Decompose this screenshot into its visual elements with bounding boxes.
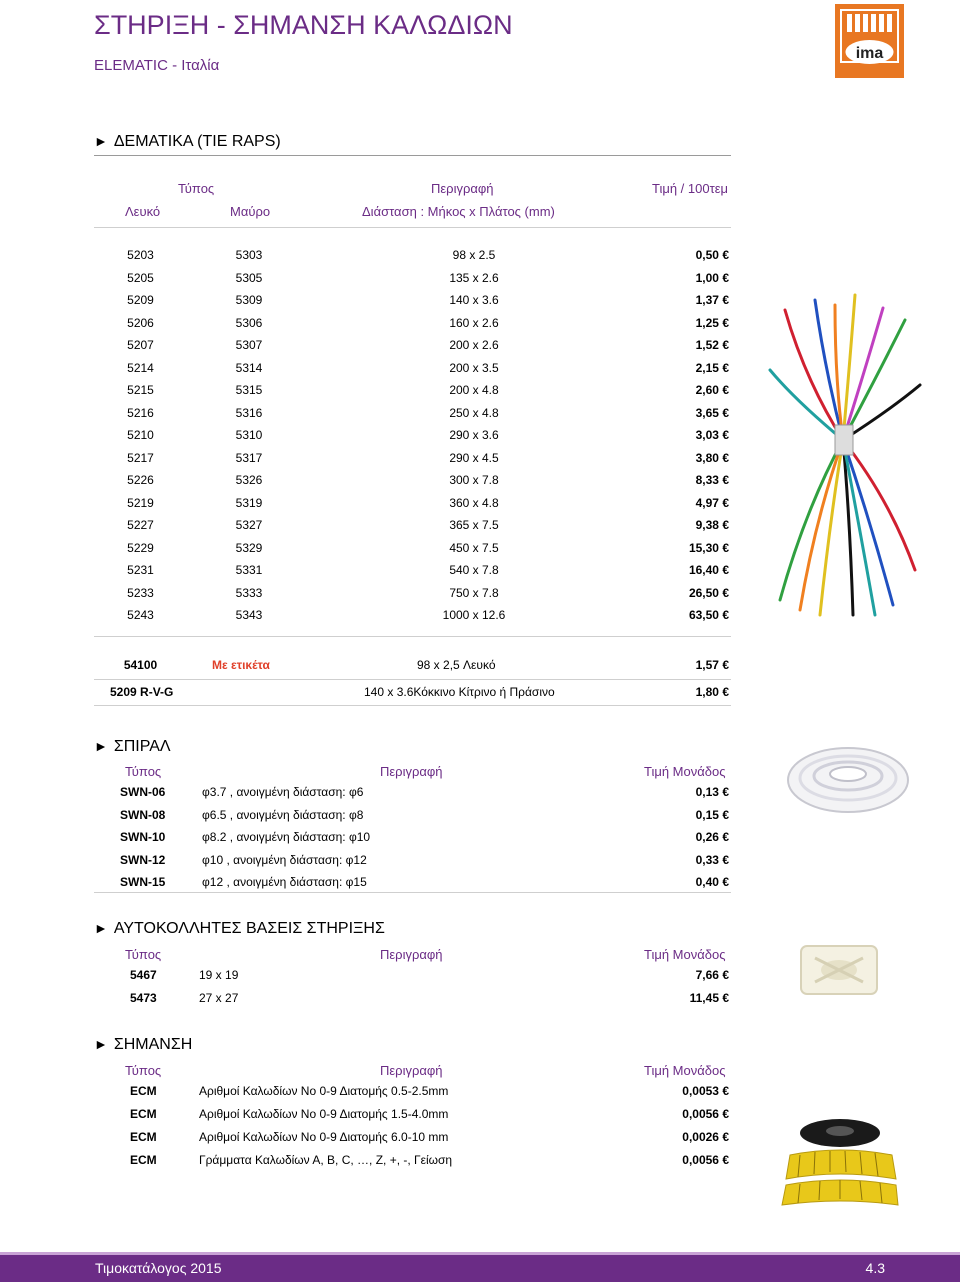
col-header-type: Τύπος [178,181,215,196]
black-code-cell: 5309 [235,293,263,307]
black-code-cell: 5331 [235,563,263,577]
table-row [94,806,731,826]
table-row [94,828,731,848]
black-code-cell: 5310 [235,428,263,442]
dimension-cell: 135 x 2.6 [449,270,499,285]
black-code-cell: 5326 [235,473,263,487]
section-heading-bases [94,920,385,938]
black-code-cell: 5316 [235,405,263,420]
table-row [94,494,731,514]
price-cell: 0,26 € [695,830,729,844]
description-cell: Γράμματα Καλωδίων Α, Β, C, …, Ζ, +, -, Γείωση [199,1153,453,1167]
price-cell: 1,52 € [695,338,729,352]
table-row [94,471,731,491]
tie-wraps-heading: ΔΕΜΑΤΙΚΑ (TIE RAPS) [113,133,281,150]
white-code-cell: 5227 [127,518,154,532]
description-cell: φ6.5 , ανοιγμένη διάσταση: φ8 [202,807,364,822]
black-code-cell: 5329 [235,540,263,555]
triangle-bullet-icon: ► [94,738,108,754]
dimension-cell: 1000 x 12.6 [442,608,506,622]
code-cell: ECM [130,1130,157,1144]
white-code-cell: 5217 [127,450,154,465]
table-row [94,584,731,604]
table-row [94,606,731,626]
code-cell: SWN-10 [120,830,166,844]
dimension-cell: 160 x 2.6 [449,315,499,330]
price-cell: 1,37 € [695,293,729,307]
white-code-cell: 5231 [127,563,154,577]
table-row [94,1105,731,1125]
dimension-cell: 290 x 4.5 [449,450,499,465]
table-row [94,449,731,469]
table-row [94,314,731,334]
price-cell: 0,0056 € [682,1153,729,1167]
dimension-cell: 200 x 4.8 [449,383,499,397]
adhesive-base-image [795,940,885,1000]
price-cell: 0,40 € [695,875,729,889]
col-header-white: Λευκό [125,204,161,219]
footer-page-number: 4.3 [865,1260,885,1276]
col-header-black: Μαύρο [230,204,271,219]
divider [94,705,731,706]
code-cell: ECM [130,1084,157,1098]
code-cell: SWN-06 [120,785,166,799]
code-cell: SWN-15 [120,875,166,889]
dimension-cell: 750 x 7.8 [449,585,499,600]
dimension-cell: 540 x 7.8 [449,563,499,577]
black-code-cell: 5307 [235,338,263,352]
divider [94,636,731,637]
col-header-price: Τιμή Μονάδος [644,764,726,779]
price-cell: 0,50 € [695,248,729,262]
white-code-cell: 5207 [127,338,154,352]
white-code-cell: 5229 [127,540,154,555]
black-code-cell: 5327 [235,518,263,532]
section-heading-spiral [94,738,171,756]
table-row [94,359,731,379]
col-header-description: Περιγραφή [380,1063,443,1078]
table-row [94,291,731,311]
dimension-cell: 300 x 7.8 [449,473,499,487]
dimension-cell: 200 x 3.5 [449,360,499,375]
table-row [94,966,731,986]
description-cell: φ3.7 , ανοιγμένη διάσταση: φ6 [202,785,364,799]
table-row [94,656,731,676]
table-row [94,783,731,803]
col-header-description: Περιγραφή [380,947,443,962]
price-cell: 3,80 € [695,450,729,465]
price-cell: 9,38 € [695,518,729,532]
triangle-bullet-icon: ► [94,920,108,936]
price-cell: 11,45 € [689,990,729,1005]
price-cell: 26,50 € [688,585,729,600]
footer-catalog-label: Τιμοκατάλογος 2015 [95,1260,222,1276]
col-header-price: Τιμή Μονάδος [644,947,726,962]
dimension-cell: 360 x 4.8 [449,495,499,510]
code-cell: 54100 [123,658,158,672]
price-cell: 1,80 € [695,685,729,699]
dimension-cell: 365 x 7.5 [449,518,499,532]
table-row [94,404,731,424]
table-row [94,381,731,401]
dimension-cell: 450 x 7.5 [449,540,499,555]
white-code-cell: 5233 [127,585,154,600]
description-cell: φ8.2 , ανοιγμένη διάσταση: φ10 [202,830,371,844]
table-row [94,516,731,536]
table-row [94,873,731,893]
description-cell: 27 x 27 [199,990,239,1005]
description-cell: Αριθμοί Καλωδίων Νο 0-9 Διατομής 0.5-2.5mm [199,1084,449,1098]
dimension-cell: 250 x 4.8 [449,405,499,420]
divider [94,679,731,680]
label-cell: Με ετικέτα [212,658,270,672]
dimension-cell: 290 x 3.6 [449,428,499,442]
price-cell: 0,15 € [695,807,729,822]
price-cell: 15,30 € [688,540,729,555]
table-row [94,1128,731,1148]
spiral-heading: ΣΠΙΡΑΛ [113,738,171,755]
code-cell: ECM [130,1107,157,1121]
section-heading-tie-wraps [94,133,281,151]
col-header-description: Περιγραφή [380,764,443,779]
bases-heading: ΑΥΤΟΚΟΛΛΗΤΕΣ ΒΑΣΕΙΣ ΣΤΗΡΙΞΗΣ [113,920,385,937]
cable-markers-image [770,1105,910,1215]
price-cell: 3,03 € [695,428,729,442]
dimension-cell: 98 x 2,5 Λευκό [417,658,496,672]
description-cell: Αριθμοί Καλωδίων Νο 0-9 Διατομής 1.5-4.0mm [199,1107,449,1121]
black-code-cell: 5343 [235,608,263,622]
white-code-cell: 5215 [127,383,154,397]
price-cell: 0,0026 € [682,1130,729,1144]
dimension-cell: 98 x 2.5 [452,248,496,262]
dimension-cell: 140 x 3.6 [449,293,499,307]
white-code-cell: 5205 [127,270,154,285]
price-cell: 0,0056 € [682,1107,729,1121]
col-header-type: Τύπος [125,764,162,779]
price-cell: 7,66 € [695,968,729,982]
black-code-cell: 5305 [235,270,263,285]
table-row [94,426,731,446]
black-code-cell: 5319 [235,495,263,510]
white-code-cell: 5226 [127,473,154,487]
col-header-type: Τύπος [125,1063,162,1078]
description-cell: 19 x 19 [199,968,239,982]
col-header-dimension: Διάσταση : Μήκος x Πλάτος (mm) [362,204,555,219]
white-code-cell: 5210 [127,428,154,442]
black-code-cell: 5315 [235,383,263,397]
price-cell: 0,13 € [695,785,729,799]
marking-heading: ΣΗΜΑΝΣΗ [113,1036,193,1053]
divider [94,155,731,156]
page-subtitle: ELEMATIC - Ιταλία [94,57,220,74]
cable-ties-image [765,290,925,620]
black-code-cell: 5314 [235,360,263,375]
price-cell: 0,0053 € [682,1084,729,1098]
white-code-cell: 5206 [127,315,154,330]
table-row [94,246,731,266]
table-row [94,989,731,1009]
price-cell: 1,25 € [695,315,729,330]
price-cell: 1,57 € [695,658,729,672]
white-code-cell: 5243 [127,608,154,622]
col-header-description: Περιγραφή [431,181,494,196]
code-cell: SWN-08 [120,807,166,822]
price-cell: 2,15 € [695,360,729,375]
price-cell: 16,40 € [688,563,729,577]
white-code-cell: 5216 [127,405,154,420]
code-cell: 5473 [130,990,157,1005]
black-code-cell: 5317 [235,450,263,465]
dimension-cell: 140 x 3.6Κόκκινο Κίτρινο ή Πράσινο [364,685,555,699]
price-cell: 8,33 € [695,473,729,487]
black-code-cell: 5333 [235,585,263,600]
code-cell: 5209 R-V-G [110,685,174,699]
table-row [94,336,731,356]
price-cell: 1,00 € [695,270,729,285]
price-cell: 4,97 € [695,495,729,510]
code-cell: ECM [130,1153,157,1167]
table-row [94,269,731,289]
code-cell: SWN-12 [120,852,166,867]
divider [94,892,731,893]
table-row [94,851,731,871]
table-row [94,1082,731,1102]
dimension-cell: 200 x 2.6 [449,338,499,352]
price-cell: 2,60 € [695,383,729,397]
page-title: ΣΤΗΡΙΞΗ - ΣΗΜΑΝΣΗ ΚΑΛΩΔΙΩΝ [94,10,513,40]
white-code-cell: 5203 [127,248,154,262]
price-cell: 0,33 € [695,852,729,867]
white-code-cell: 5219 [127,495,154,510]
col-header-price: Τιμή / 100τεμ [652,181,729,196]
table-row [94,561,731,581]
description-cell: Αριθμοί Καλωδίων Νο 0-9 Διατομής 6.0-10 mm [199,1130,449,1144]
table-row [94,1151,731,1171]
logo-text: ima [855,45,884,62]
white-code-cell: 5214 [127,360,154,375]
description-cell: φ10 , ανοιγμένη διάσταση: φ12 [202,852,367,867]
table-row [94,683,731,703]
description-cell: φ12 , ανοιγμένη διάσταση: φ15 [202,875,367,889]
black-code-cell: 5303 [235,248,263,262]
price-cell: 3,65 € [695,405,729,420]
price-cell: 63,50 € [688,608,729,622]
section-heading-marking [94,1036,192,1054]
spiral-wrap-image [783,738,913,818]
triangle-bullet-icon: ► [94,1036,108,1052]
ima-logo [835,4,904,78]
divider [94,227,731,228]
triangle-bullet-icon: ► [94,133,108,149]
white-code-cell: 5209 [127,293,154,307]
black-code-cell: 5306 [235,315,263,330]
col-header-price: Τιμή Μονάδος [644,1063,726,1078]
table-row [94,539,731,559]
col-header-type: Τύπος [125,947,162,962]
code-cell: 5467 [130,968,157,982]
